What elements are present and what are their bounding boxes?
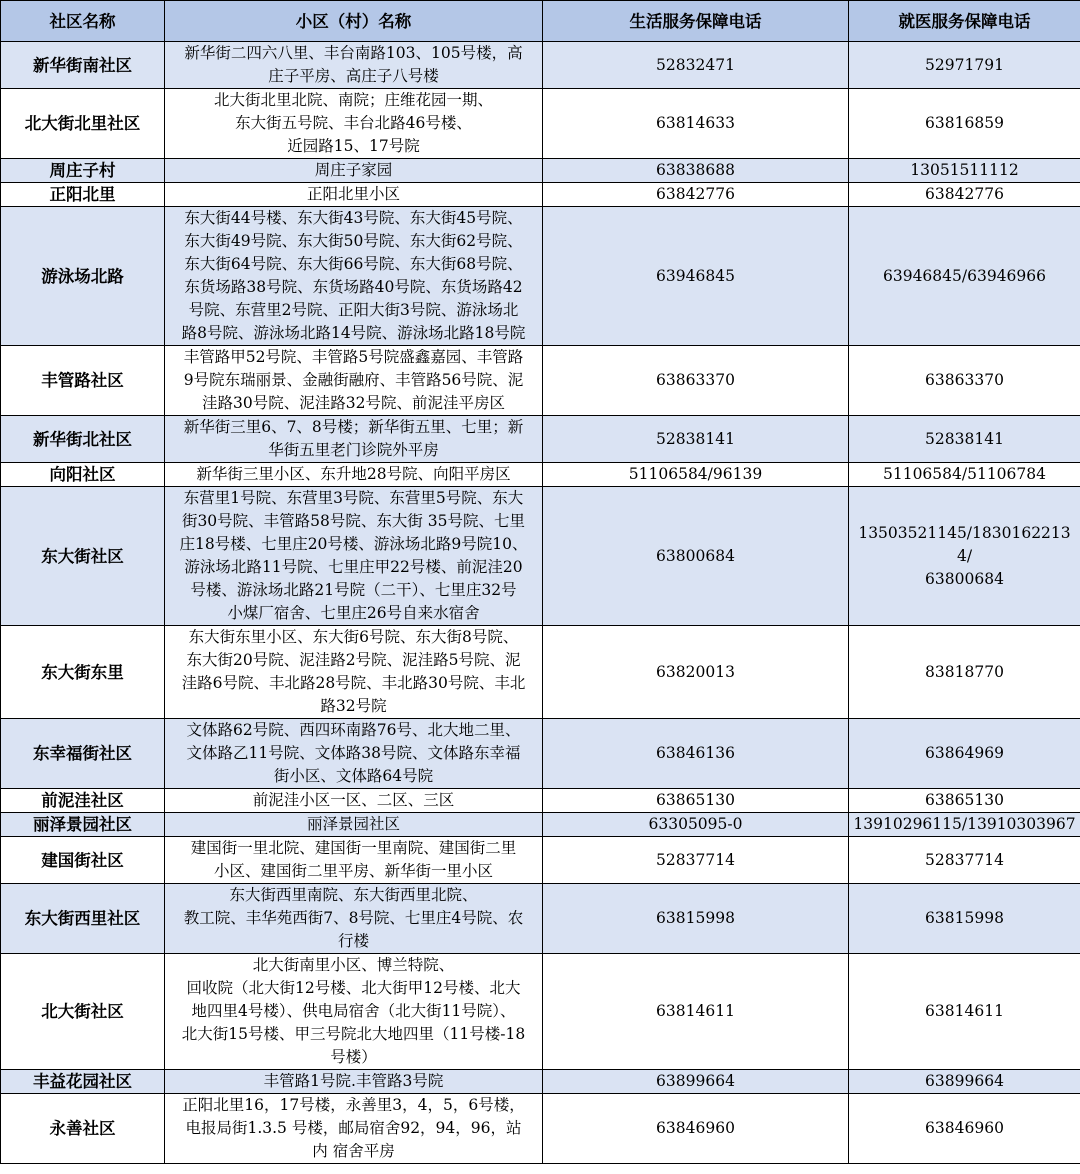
medical-phone-line: 63800684	[925, 569, 1004, 588]
table-row	[1, 42, 1080, 89]
residential-area-line: 新华街三里6、7、8号楼；新华街五里、七里；新	[183, 418, 524, 436]
residential-area-line: 街30号院、丰管路58号院、东大街 35号院、七里	[181, 512, 526, 530]
residential-area-line: 北大街15号楼、甲三号院北大地四里（11号楼-18	[181, 1025, 526, 1043]
community-name-cell: 新华街北社区	[1, 416, 165, 463]
residential-area-cell	[165, 1094, 543, 1164]
header-community-name: 社区名称	[1, 1, 165, 42]
medical-service-phone-cell	[849, 159, 1080, 183]
life-service-phone-cell: 63838688	[543, 159, 849, 183]
residential-area-line: 小区、建国街二里平房、新华街一里小区	[213, 862, 493, 880]
residential-area-line: 近园路15、17号院	[287, 137, 420, 155]
community-name-cell: 永善社区	[1, 1094, 165, 1164]
medical-service-phone-cell	[849, 837, 1080, 884]
residential-area-cell	[165, 789, 543, 813]
community-name-cell: 东大街社区	[1, 487, 165, 626]
table-row	[1, 183, 1080, 207]
table-row	[1, 626, 1080, 719]
residential-area-line: 内 宿舍平房	[312, 1142, 395, 1160]
residential-area-line: 华街五里老门诊院外平房	[268, 441, 439, 459]
medical-phone-line: 83818770	[925, 662, 1004, 681]
residential-area-line: 回收院（北大街12号楼、北大街甲12号楼、北大	[186, 979, 521, 997]
residential-area-cell	[165, 416, 543, 463]
life-service-phone-cell: 63305095-0	[543, 813, 849, 837]
table-header-row	[1, 1, 1080, 42]
table-row	[1, 346, 1080, 416]
residential-area-line: 丽泽景园社区	[306, 815, 400, 833]
header-residential-area: 小区（村）名称	[165, 1, 543, 42]
residential-area-cell	[165, 207, 543, 346]
residential-area-line: 丰管路1号院.丰管路3号院	[263, 1072, 444, 1090]
medical-phone-line: 63842776	[925, 185, 1004, 203]
residential-area-line: 文体路乙11号院、文体路38号院、文体路东幸福	[186, 744, 521, 762]
medical-phone-line: 13051511112	[910, 161, 1019, 179]
medical-phone-line: 63899664	[925, 1072, 1004, 1090]
residential-area-line: 街小区、文体路64号院	[273, 767, 434, 785]
community-name-cell: 丽泽景园社区	[1, 813, 165, 837]
medical-phone-line: 63816859	[925, 114, 1004, 132]
header-life-service-phone: 生活服务保障电话	[543, 1, 849, 42]
community-name-cell: 新华街南社区	[1, 42, 165, 89]
medical-service-phone-cell	[849, 89, 1080, 159]
residential-area-line: 东大街西里南院、东大街西里北院、	[229, 886, 478, 904]
community-name-cell: 丰管路社区	[1, 346, 165, 416]
table-row	[1, 416, 1080, 463]
medical-service-phone-cell	[849, 207, 1080, 346]
residential-area-line: 正阳北里16，17号楼，永善里3，4，5，6号楼，	[182, 1096, 525, 1114]
table-row	[1, 207, 1080, 346]
medical-service-phone-cell	[849, 719, 1080, 789]
header-medical-service-phone: 就医服务保障电话	[849, 1, 1080, 42]
table-row	[1, 89, 1080, 159]
residential-area-line: 教工院、丰华苑西街7、8号院、七里庄4号院、农	[183, 909, 524, 927]
medical-phone-line: 63865130	[925, 791, 1004, 809]
residential-area-line: 东大街44号楼、东大街43号院、东大街45号院、	[184, 209, 523, 227]
residential-area-line: 9号院东瑞丽景、金融街融府、丰管路56号院、泥	[183, 371, 524, 389]
life-service-phone-cell: 51106584/96139	[543, 463, 849, 487]
residential-area-line: 号楼、游泳场北路21号院（二干）、七里庄32号	[190, 581, 517, 599]
community-name-cell: 北大街社区	[1, 954, 165, 1070]
residential-area-line: 东大街20号院、泥洼路2号院、泥洼路5号院、泥	[186, 651, 521, 669]
medical-service-phone-cell	[849, 463, 1080, 487]
life-service-phone-cell: 63842776	[543, 183, 849, 207]
residential-area-line: 东大街五号院、丰台北路46号楼、	[235, 114, 472, 132]
residential-area-cell	[165, 626, 543, 719]
residential-area-cell	[165, 837, 543, 884]
residential-area-line: 洼路6号院、丰北路28号院、丰北路30号院、丰北	[181, 674, 526, 692]
life-service-phone-cell: 52832471	[543, 42, 849, 89]
residential-area-line: 号楼）	[330, 1048, 377, 1066]
community-name-cell: 前泥洼社区	[1, 789, 165, 813]
table-row	[1, 813, 1080, 837]
residential-area-line: 文体路62号院、西四环南路76号、北大地二里、	[186, 721, 521, 739]
residential-area-line: 北大街北里北院、南院；庄维花园一期、	[213, 91, 493, 109]
residential-area-cell	[165, 487, 543, 626]
residential-area-line: 洼路30号院、泥洼路32号院、前泥洼平房区	[202, 394, 505, 412]
medical-phone-line: 13910296115/13910303967	[853, 815, 1076, 833]
community-name-cell: 向阳社区	[1, 463, 165, 487]
medical-service-phone-cell	[849, 1070, 1080, 1094]
residential-area-line: 地四里4号楼）、供电局宿舍（北大街11号院）、	[191, 1002, 516, 1020]
medical-service-phone-cell	[849, 789, 1080, 813]
table-row	[1, 719, 1080, 789]
medical-phone-line: 63814611	[925, 1002, 1004, 1020]
residential-area-line: 庄18号楼、七里庄20号楼、游泳场北路9号院10、	[179, 535, 528, 553]
residential-area-line: 周庄子家园	[314, 161, 393, 179]
residential-area-line: 庄子平房、高庄子八号楼	[268, 67, 439, 85]
residential-area-line: 路8号院、游泳场北路14号院、游泳场北路18号院	[181, 324, 526, 342]
residential-area-cell	[165, 813, 543, 837]
residential-area-line: 号院、东营里2号院、正阳大街3号院、游泳场北	[188, 301, 519, 319]
life-service-phone-cell: 63814611	[543, 954, 849, 1070]
community-name-cell: 东幸福街社区	[1, 719, 165, 789]
table-row	[1, 463, 1080, 487]
residential-area-line: 路32号院	[320, 697, 387, 715]
residential-area-line: 北大街南里小区、博兰特院、	[252, 956, 455, 974]
residential-area-line: 东货场路38号院、东货场路40号院、东货场路42	[184, 278, 523, 296]
life-service-phone-cell: 63846960	[543, 1094, 849, 1164]
medical-phone-line: 52837714	[925, 850, 1004, 869]
residential-area-cell	[165, 183, 543, 207]
table-row	[1, 837, 1080, 884]
medical-service-phone-cell	[849, 416, 1080, 463]
community-name-cell: 建国街社区	[1, 837, 165, 884]
residential-area-line: 行楼	[337, 932, 369, 950]
medical-phone-line: 63946845/63946966	[882, 266, 1046, 285]
residential-area-line: 建国街一里北院、建国街一里南院、建国街二里	[190, 839, 517, 857]
residential-area-cell	[165, 89, 543, 159]
residential-area-cell	[165, 346, 543, 416]
table-body	[1, 42, 1080, 1164]
life-service-phone-cell: 63946845	[543, 207, 849, 346]
medical-service-phone-cell	[849, 626, 1080, 719]
residential-area-cell	[165, 42, 543, 89]
life-service-phone-cell: 52837714	[543, 837, 849, 884]
medical-service-phone-cell	[849, 183, 1080, 207]
residential-area-cell	[165, 159, 543, 183]
residential-area-line: 东大街64号院、东大街66号院、东大街68号院、	[184, 255, 523, 273]
medical-phone-line: 52971791	[925, 55, 1004, 74]
table-row	[1, 954, 1080, 1070]
life-service-phone-cell: 63865130	[543, 789, 849, 813]
community-name-cell: 北大街北里社区	[1, 89, 165, 159]
residential-area-line: 正阳北里小区	[306, 185, 400, 203]
life-service-phone-cell: 63899664	[543, 1070, 849, 1094]
residential-area-cell	[165, 1070, 543, 1094]
community-name-cell: 游泳场北路	[1, 207, 165, 346]
medical-service-phone-cell	[849, 346, 1080, 416]
table-row	[1, 789, 1080, 813]
life-service-phone-cell: 52838141	[543, 416, 849, 463]
residential-area-line: 东大街东里小区、东大街6号院、东大街8号院、	[188, 628, 519, 646]
medical-phone-line: 63846960	[925, 1119, 1004, 1137]
table-row	[1, 1070, 1080, 1094]
community-name-cell: 正阳北里	[1, 183, 165, 207]
life-service-phone-cell: 63863370	[543, 346, 849, 416]
medical-phone-line: 63815998	[925, 909, 1004, 927]
medical-service-phone-cell	[849, 884, 1080, 954]
medical-phone-line: 63863370	[925, 371, 1004, 389]
life-service-phone-cell: 63814633	[543, 89, 849, 159]
residential-area-line: 电报局街1.3.5 号楼，邮局宿舍92，94，96，站	[185, 1119, 522, 1137]
table-row	[1, 159, 1080, 183]
residential-area-cell	[165, 719, 543, 789]
medical-phone-line: 13503521145/18301622134/	[858, 523, 1071, 565]
table-row	[1, 487, 1080, 626]
residential-area-cell	[165, 954, 543, 1070]
residential-area-cell	[165, 463, 543, 487]
residential-area-line: 东营里1号院、东营里3号院、东营里5号院、东大	[183, 489, 524, 507]
residential-area-line: 小煤厂宿舍、七里庄26号自来水宿舍	[227, 604, 480, 622]
life-service-phone-cell: 63800684	[543, 487, 849, 626]
residential-area-line: 新华街三里小区、东升地28号院、向阳平房区	[196, 465, 511, 483]
community-name-cell: 东大街西里社区	[1, 884, 165, 954]
community-name-cell: 东大街东里	[1, 626, 165, 719]
table-row	[1, 884, 1080, 954]
life-service-phone-cell: 63820013	[543, 626, 849, 719]
medical-phone-line: 51106584/51106784	[882, 465, 1046, 483]
medical-service-phone-cell	[849, 1094, 1080, 1164]
residential-area-line: 东大街49号院、东大街50号院、东大街62号院、	[184, 232, 523, 250]
residential-area-line: 丰管路甲52号院、丰管路5号院盛鑫嘉园、丰管路	[183, 348, 524, 366]
community-name-cell: 丰益花园社区	[1, 1070, 165, 1094]
medical-service-phone-cell	[849, 487, 1080, 626]
community-name-cell: 周庄子村	[1, 159, 165, 183]
table-row	[1, 1094, 1080, 1164]
medical-service-phone-cell	[849, 954, 1080, 1070]
medical-service-phone-cell	[849, 813, 1080, 837]
medical-phone-line: 52838141	[925, 429, 1004, 448]
residential-area-line: 游泳场北路11号院、七里庄甲22号楼、前泥洼20	[184, 558, 523, 576]
medical-phone-line: 63864969	[925, 744, 1004, 762]
life-service-phone-cell: 63846136	[543, 719, 849, 789]
residential-area-cell	[165, 884, 543, 954]
residential-area-line: 前泥洼小区一区、二区、三区	[252, 791, 455, 809]
life-service-phone-cell: 63815998	[543, 884, 849, 954]
residential-area-line: 新华街二四六八里、丰台南路103、105号楼，高	[184, 44, 523, 62]
medical-service-phone-cell	[849, 42, 1080, 89]
